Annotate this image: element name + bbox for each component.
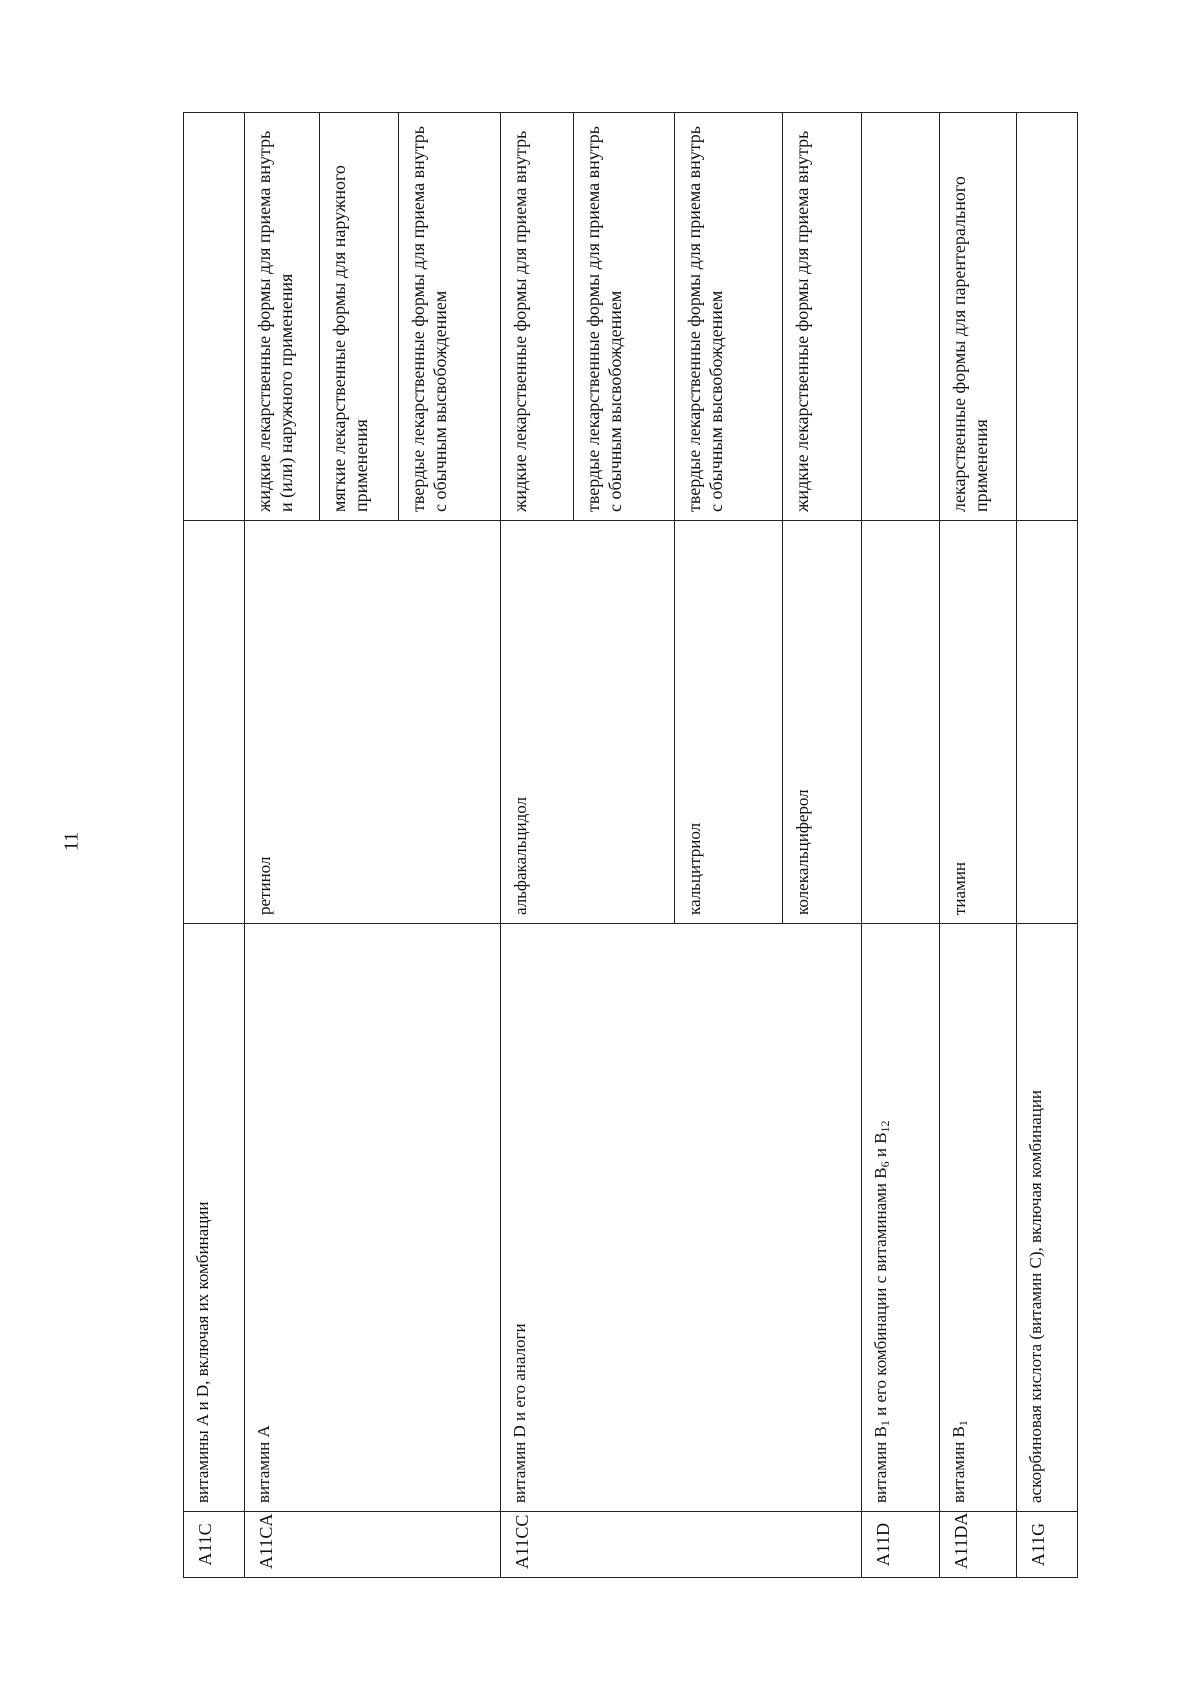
group-name-cell: витамин D и его аналоги [501, 924, 862, 1512]
subscript: 6 [878, 1161, 893, 1168]
dosage-form-cell [184, 113, 245, 521]
drug-name-cell: колекальциферол [782, 521, 862, 924]
table-row [184, 113, 245, 1578]
table-row [1017, 113, 1078, 1578]
drug-name-cell: альфакальцидол [501, 521, 675, 924]
atc-code-cell: A11D [862, 1512, 939, 1578]
drug-classification-table [183, 112, 1078, 1578]
name-text: и B [871, 1132, 891, 1162]
atc-code-cell: A11C [184, 1512, 245, 1578]
drug-name-cell: тиамин [939, 521, 1016, 924]
rotated-table-container [183, 113, 1078, 1578]
drug-name-cell [184, 521, 245, 924]
dosage-form-cell: твердые лекарственные формы для приема внутрь с обычным высвобождением [398, 113, 501, 521]
subscript: 1 [878, 1420, 893, 1427]
dosage-form-cell: жидкие лекарственные формы для приема внутрь и (или) наружного применения [244, 113, 319, 521]
atc-code-cell: A11CC [501, 1512, 862, 1578]
subscript: 1 [955, 1420, 970, 1427]
atc-code-cell: A11G [1017, 1512, 1078, 1578]
drug-name-cell: кальцитриол [674, 521, 782, 924]
group-name-cell: аскорбиновая кислота (витамин C), включая комбинации [1017, 924, 1078, 1512]
table-row [862, 113, 939, 1578]
dosage-form-cell: твердые лекарственные формы для приема внутрь с обычным высвобождением [574, 113, 674, 521]
table-row [939, 113, 1016, 1578]
group-name-cell: витамины A и D, включая их комбинации [184, 924, 245, 1512]
subscript: 12 [878, 1120, 893, 1133]
drug-name-cell [862, 521, 939, 924]
name-text: витамин B [948, 1426, 968, 1503]
group-name-cell [939, 924, 1016, 1512]
atc-code-cell: A11DA [939, 1512, 1016, 1578]
group-name-cell: витамин A [244, 924, 500, 1512]
table-row [244, 113, 319, 1578]
name-text: и его комбинации с витаминами B [871, 1167, 891, 1421]
table-row [501, 113, 574, 1578]
dosage-form-cell: жидкие лекарственные формы для приема внутрь [501, 113, 574, 521]
group-name-cell [862, 924, 939, 1512]
dosage-form-cell [862, 113, 939, 521]
page-number: 11 [60, 831, 83, 852]
drug-name-cell [1017, 521, 1078, 924]
dosage-form-cell: жидкие лекарственные формы для приема внутрь [782, 113, 862, 521]
name-text: витамин B [871, 1426, 891, 1503]
dosage-form-cell: лекарственные формы для парентерального применения [939, 113, 1016, 521]
drug-name-cell: ретинол [244, 521, 500, 924]
dosage-form-cell: мягкие лекарственные формы для наружного применения [320, 113, 399, 521]
dosage-form-cell [1017, 113, 1078, 521]
dosage-form-cell: твердые лекарственные формы для приема внутрь с обычным высвобождением [674, 113, 782, 521]
atc-code-cell: A11CA [244, 1512, 500, 1578]
